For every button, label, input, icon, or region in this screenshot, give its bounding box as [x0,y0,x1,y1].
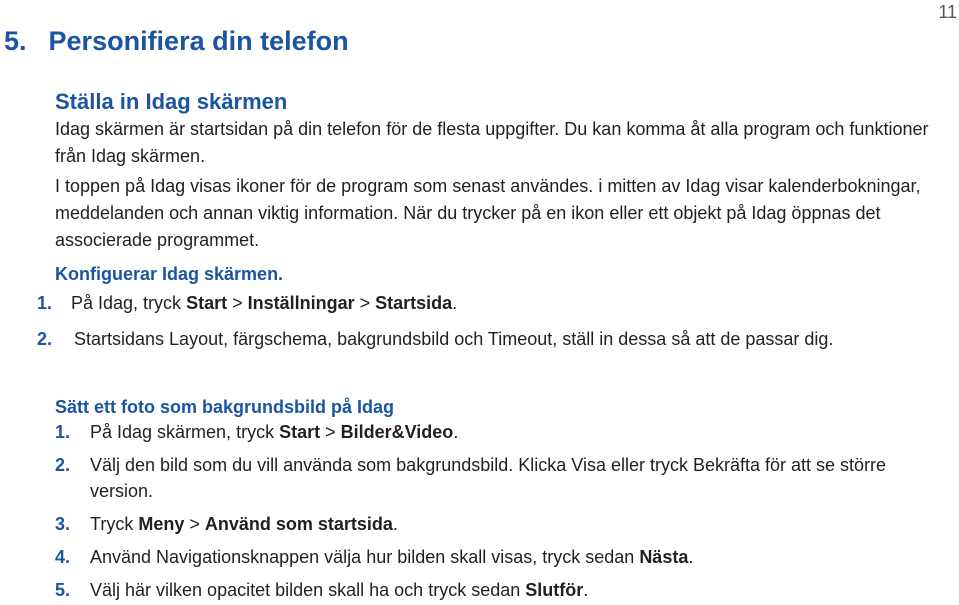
page-number: 11 [938,2,957,22]
list-item: 2. Startsidans Layout, färgschema, bakgrundsbild och Timeout, ställ in dessa så att de passar dig. [37,329,834,349]
list-item: 1. På Idag skärmen, tryck Start > Bilder&Video. [55,422,459,442]
configure-steps [0,290,945,352]
chapter-title [4,26,349,57]
list-item: 5. Välj här vilken opacitet bilden skall ha och tryck sedan Slutför. [55,580,589,600]
list-item: 3. Tryck Meny > Använd som startsida. [55,514,398,534]
list-item: 1. På Idag, tryck Start > Inställningar > Startsida. [37,293,458,313]
chapter-title-text: Personifiera din telefon [48,26,349,56]
list-item: 4. Använd Navigationsknappen välja hur bilden skall visas, tryck sedan Nästa. [55,547,694,567]
description-paragraph: I toppen på Idag visas ikoner för de program som senast användes. i mitten av Idag visar kalenderbokningar, meddelanden och annan viktig information. När du trycker på en ikon eller ett objekt på Idag öppnas det associerade programmet. [55,176,921,250]
section-title: Ställa in Idag skärmen [55,89,288,114]
photo-subtitle: Sätt ett foto som bakgrundsbild på Idag [55,397,395,417]
intro-paragraph: Idag skärmen är startsidan på din telefon för de flesta uppgifter. Du kan komma åt alla program och funktioner från Idag skärmen. [55,119,929,166]
chapter-number: 5. [4,26,27,56]
configure-subtitle: Konfiguerar Idag skärmen. [55,264,284,284]
list-item: 2. Välj den bild som du vill använda som bakgrundsbild. Klicka Visa eller tryck Bekräfta för att se större version. [55,455,887,501]
photo-section [55,394,945,420]
photo-steps-block [0,419,945,603]
page-content [55,88,945,287]
photo-steps [0,419,945,603]
configure-steps-block [0,290,945,352]
